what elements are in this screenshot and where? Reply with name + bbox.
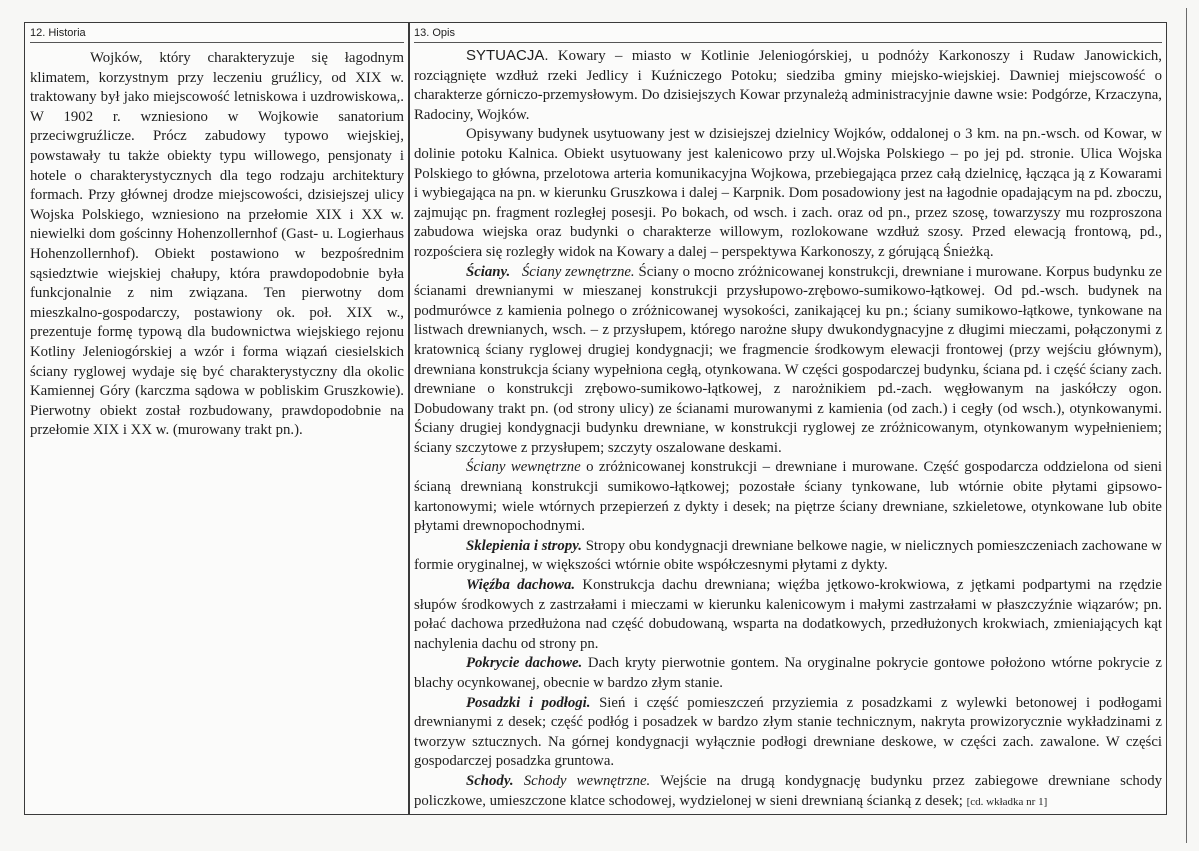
history-text: Wojków, który charakteryzuje się łagodnym klimatem, korzystnym przy leczeniu gruźlicy, od XIX w. traktowany był jako miejscowość letniskowa i uzdrowiskowa,. W 1902 r. wzniesiono w Wojkowie sanatorium przeciwgruźlicze. Prócz zabudowy typowo wiejskiej, powstawały tu także obiekty typu willowego, pensjonaty i hotele o charakterystycznych dla tego rodzaju architektury formach. Przy głównej drodze miejscowości, dzisiejszej ulicy Wojska Polskiego, wzniesiono na przełomie XIX i XX w. niewielki dom gościnny Hohenzollernhof (Gast- u. Logierhaus Hohenzollernhof). Obiekt postawiono w bezpośrednim sąsiedztwie wiejskiej chałupy, która prawdopodobnie była funkcjonalnie z nim związana. Ten pierwotny dom mieszkalno-gospodarczy, postawiony ok. poł. XIX w., prezentuje formę typową dla budownictwa wiejskiego rejonu Kotliny Jeleniogórskiej a wzór i forma wiązań ciesielskich ściany ryglowej wydaje się być charakterystyczny dla okolic Kamiennej Góry (karczma sądowa w pobliskim Gruszkowie). Pierwotny obiekt został rozbudowany, prawdopodobnie na przełomie XIX i XX w. (murowany trakt pn.). [30,50,404,439]
walls-heading: Ściany. [466,263,511,280]
interior-walls-text: o zróżnicowanej konstrukcji – drewniane i murowane. Część gospodarcza oddzielona od sieni ścianą drewnianą konstrukcji sumikowo-łątkowej; pozostałe ściany tynkowane, lub wtórnie obite płytami gipsowo-kartonowymi; wiele wtórnych przepierzeń z dykty i desek; na piętrze ściany drewniane, szkieletowe, otynkowane lub obite płytami drewnopochodnymi. [414,459,1163,535]
floors-heading: Posadzki i podłogi. [466,694,591,711]
stairs-heading: Schody. [466,772,514,789]
description-section [414,26,1162,812]
situation-paragraph [414,46,1162,125]
description-label-rule [414,42,1162,43]
history-section [30,26,404,441]
walls-paragraph [414,263,1162,459]
exterior-walls-subheading: Ściany zewnętrzne. [521,263,635,280]
column-divider [408,22,410,815]
roof-truss-paragraph [414,576,1162,654]
continuation-note: [cd. wkładka nr 1] [966,795,1048,808]
vaults-ceilings-text: Stropy obu kondygnacji drewniane belkowe nagie, w nielicznych pomieszczeniach zachowane w formie oryginalnej, w większości wtórnie obite współczesnymi płytami z dykty. [414,537,1162,574]
interior-stairs-subheading: Schody wewnętrzne. [523,772,651,789]
situation-text: Kowary – miasto w Kotlinie Jeleniogórskiej, u podnóży Karkonoszy i Rudaw Janowickich, rozciągnięte wzdłuż rzeki Jedlicy i Kuźniczego Potoku; siedziba gminy miejsko-wiejskiej. Dawniej miejscowość o charakterze górniczo-przemysłowym. Do dzisiejszych Kowar przynależą administracyjnie dawne wsie: Podgórze, Krzaczyna, Radociny, Wojków. [414,48,1162,123]
situation-heading: SYTUACJA. [466,47,549,64]
roof-truss-text: Konstrukcja dachu drewniana; więźba jętkowo-krokwiowa, z jętkami podpartymi na rzędzie słupów środkowych z zastrzałami i mieczami w kierunku kalenicowym i małymi zastrzałami w płaszczyźnie wiązarów; pn. połać dachowa przedłużona nad część dobudowaną, wsparta na dodatkowych, przedłużonych krokwiach, zmieniających kąt nachylenia dachu od strony pn. [414,577,1162,652]
stairs-paragraph [414,772,1162,812]
roofing-paragraph [414,654,1162,693]
roofing-text: Dach kryty pierwotnie gontem. Na oryginalne pokrycie gontowe położono wtórne pokrycie z blachy ocynkowanej, obecnie w bardzo złym stanie. [414,655,1162,691]
interior-walls-paragraph [414,458,1162,536]
interior-walls-subheading: Ściany wewnętrzne [466,459,581,476]
history-label: 12. Historia [30,27,86,39]
floors-paragraph [414,694,1162,772]
location-paragraph: Opisywany budynek usytuowany jest w dzisiejszej dzielnicy Wojków, oddalonej o 3 km. na pn.-wsch. od Kowar, w dolinie potoku Kalnica. Obiekt usytuowany jest kalenicowo przy ul.Wojska Polskiego – po jej pd. stronie. Ulica Wojska Polskiego to główna, przelotowa arteria komunikacyjna Wojkowa, przebiegająca przez całą dzielnicę, łącząca ją z Kowarami i wybiegająca na pn. w kierunku Gruszkowa i dalej – Karpnik. Dom posadowiony jest na łagodnie opadającym na pd. zboczu, zajmując pn. fragment rozległej posesji. Po bokach, od wsch. i zach. oraz od pn., przez szosę, towarzyszy mu rozproszona zabudowa wiejska oraz budynki o charakterze willowym, rozlokowane wzdłuż szosy. Przed elewacją frontową, pd., rozpościera się rozległy widok na Kowary a dalej – perspektywa Karkonoszy, z górującą Śnieżką. [414,126,1162,260]
roofing-heading: Pokrycie dachowe. [466,655,583,672]
floors-text: Sień i część pomieszczeń przyziemia z posadzkami z wylewki betonowej i podłogami drewnianymi z desek; część podłóg i posadzek w bardzo złym stanie technicznym, nakryta prowizorycznie wykładzinami z tworzyw sztucznych. Na górnej kondygnacji wyłącznie podłogi drewniane deskowe, w części zach. zawalone. W części gospodarczej posadzka gruntowa. [414,694,1162,770]
vaults-ceilings-paragraph [414,537,1162,576]
vaults-ceilings-heading: Sklepienia i stropy. [466,537,582,554]
roof-truss-heading: Więźba dachowa. [466,577,576,594]
exterior-walls-text: Ściany o mocno zróżnicowanej konstrukcji, drewniane i murowane. Korpus budynku ze ścianami drewnianymi w mieszanej konstrukcji przysłupowo-zrębowo-sumikowo-łątkowej. Od pd.-wsch. budynek na podmurówce z kamienia polnego o zróżnicowanej wysokości, zanikającej ku pn.; ściany sumikowo-łątkowe, tynkowane na listwach drewnianych, wsch. – z przysłupem, którego narożne słupy dwukondygnacyjne z długimi mieczami, połączonymi z kratownicą ściany ryglowej drugiej kondygnacji; we fragmencie środkowym elewacji frontowej (przy wejściu głównym), drewniana konstrukcja ściany wypełniona cegłą, otynkowana. W części gospodarczej budynku, ściana pd. i część ściany zach. drewniane o konstrukcji zrębowo-sumikowo-łątkowej, z narożnikiem pd.-zach. węgłowanym na jaskółczy ogon. Dobudowany trakt pn. (od strony ulicy) ze ścianami murowanymi z kamienia (od zach.) i cegły (od wsch.), otynkowanymi. Ściany drugiej kondygnacji budynku drewniane, w konstrukcji ryglowej ze zróżnicowanym, otynkowanym wypełnieniem; ściany szczytowe z przysłupem; szczyty oszalowane deskami. [414,263,1162,456]
history-label-rule [30,42,404,43]
page-edge-line [1186,8,1187,843]
stairs-text: Wejście na drugą kondygnację budynku przez zabiegowe drewniane schody policzkowe, umieszczone klatce schodowej, wydzielonej w sieni drewnianą ścianką z desek; [414,772,1163,809]
description-label: 13. Opis [414,27,455,39]
